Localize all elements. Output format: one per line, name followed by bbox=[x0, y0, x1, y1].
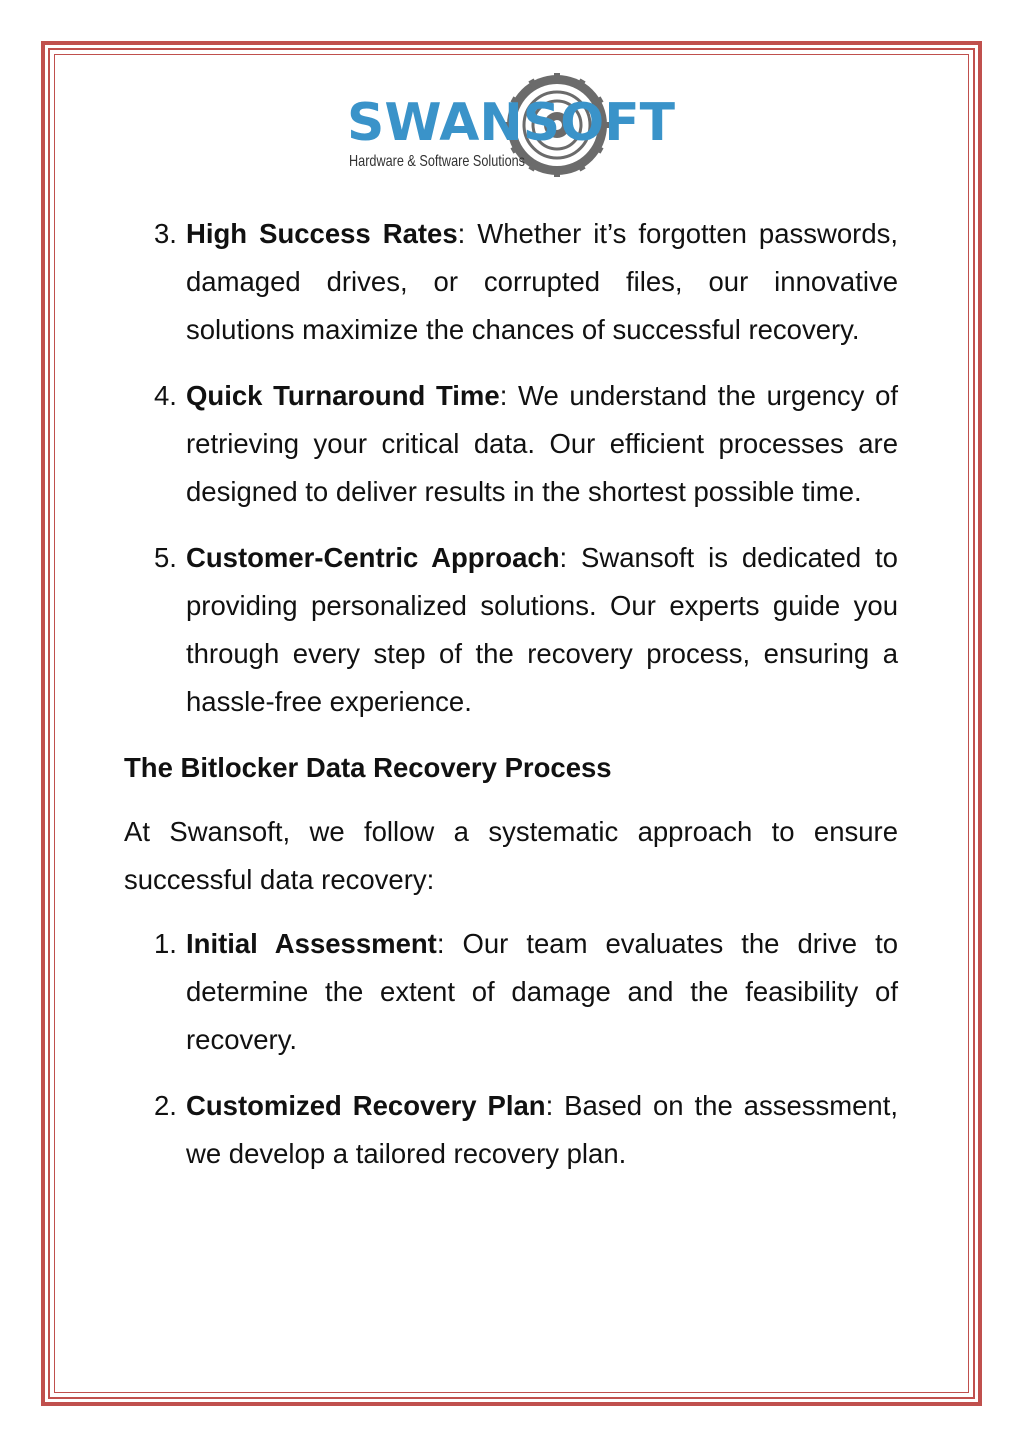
logo-tagline: Hardware & Software Solutions bbox=[349, 153, 525, 170]
list-item-body: : We understand the urgency of retrieving your critical data. Our efficient processes are designed to deliver results in the shortest possible time. bbox=[186, 380, 898, 507]
list-item-title: High Success Rates bbox=[186, 218, 458, 249]
list-item-text bbox=[186, 1082, 898, 1178]
list-number: 1. bbox=[154, 928, 177, 959]
list-item-text bbox=[186, 372, 898, 516]
list-item-text bbox=[186, 210, 898, 354]
list-item-body: : Based on the assessment, we develop a tailored recovery plan. bbox=[186, 1090, 899, 1169]
list-item-title: Quick Turnaround Time bbox=[186, 380, 500, 411]
list-item-title: Customer-Centric Approach bbox=[186, 542, 560, 573]
logo-wordmark: SWANSOFT bbox=[347, 93, 676, 153]
feature-list bbox=[124, 210, 898, 726]
list-item-body: : Our team evaluates the drive to determine the extent of damage and the feasibility of recovery. bbox=[186, 928, 899, 1055]
list-item bbox=[124, 534, 898, 726]
list-item-title: Initial Assessment bbox=[186, 928, 437, 959]
list-item bbox=[124, 920, 898, 1064]
list-item-title: Customized Recovery Plan bbox=[186, 1090, 546, 1121]
list-item bbox=[124, 210, 898, 354]
list-number: 5. bbox=[154, 542, 177, 573]
list-number: 4. bbox=[154, 380, 177, 411]
list-number: 2. bbox=[154, 1090, 177, 1121]
intro-paragraph: At Swansoft, we follow a systematic approach to ensure successful data recovery: bbox=[124, 816, 898, 895]
list-item-text bbox=[186, 534, 898, 726]
list-item-text bbox=[186, 920, 898, 1064]
process-list bbox=[124, 920, 898, 1178]
section-heading: The Bitlocker Data Recovery Process bbox=[124, 752, 612, 783]
list-item bbox=[124, 372, 898, 516]
main-content bbox=[124, 210, 898, 1196]
list-item bbox=[124, 1082, 898, 1178]
swansoft-logo bbox=[345, 70, 680, 180]
list-item-body: : Whether it’s forgotten passwords, damaged drives, or corrupted files, our innovative solutions maximize the chances of successful recovery. bbox=[186, 218, 898, 345]
list-number: 3. bbox=[154, 218, 177, 249]
list-item-body: : Swansoft is dedicated to providing personalized solutions. Our experts guide you through every step of the recovery process, ensuring a hassle-free experience. bbox=[186, 542, 898, 717]
